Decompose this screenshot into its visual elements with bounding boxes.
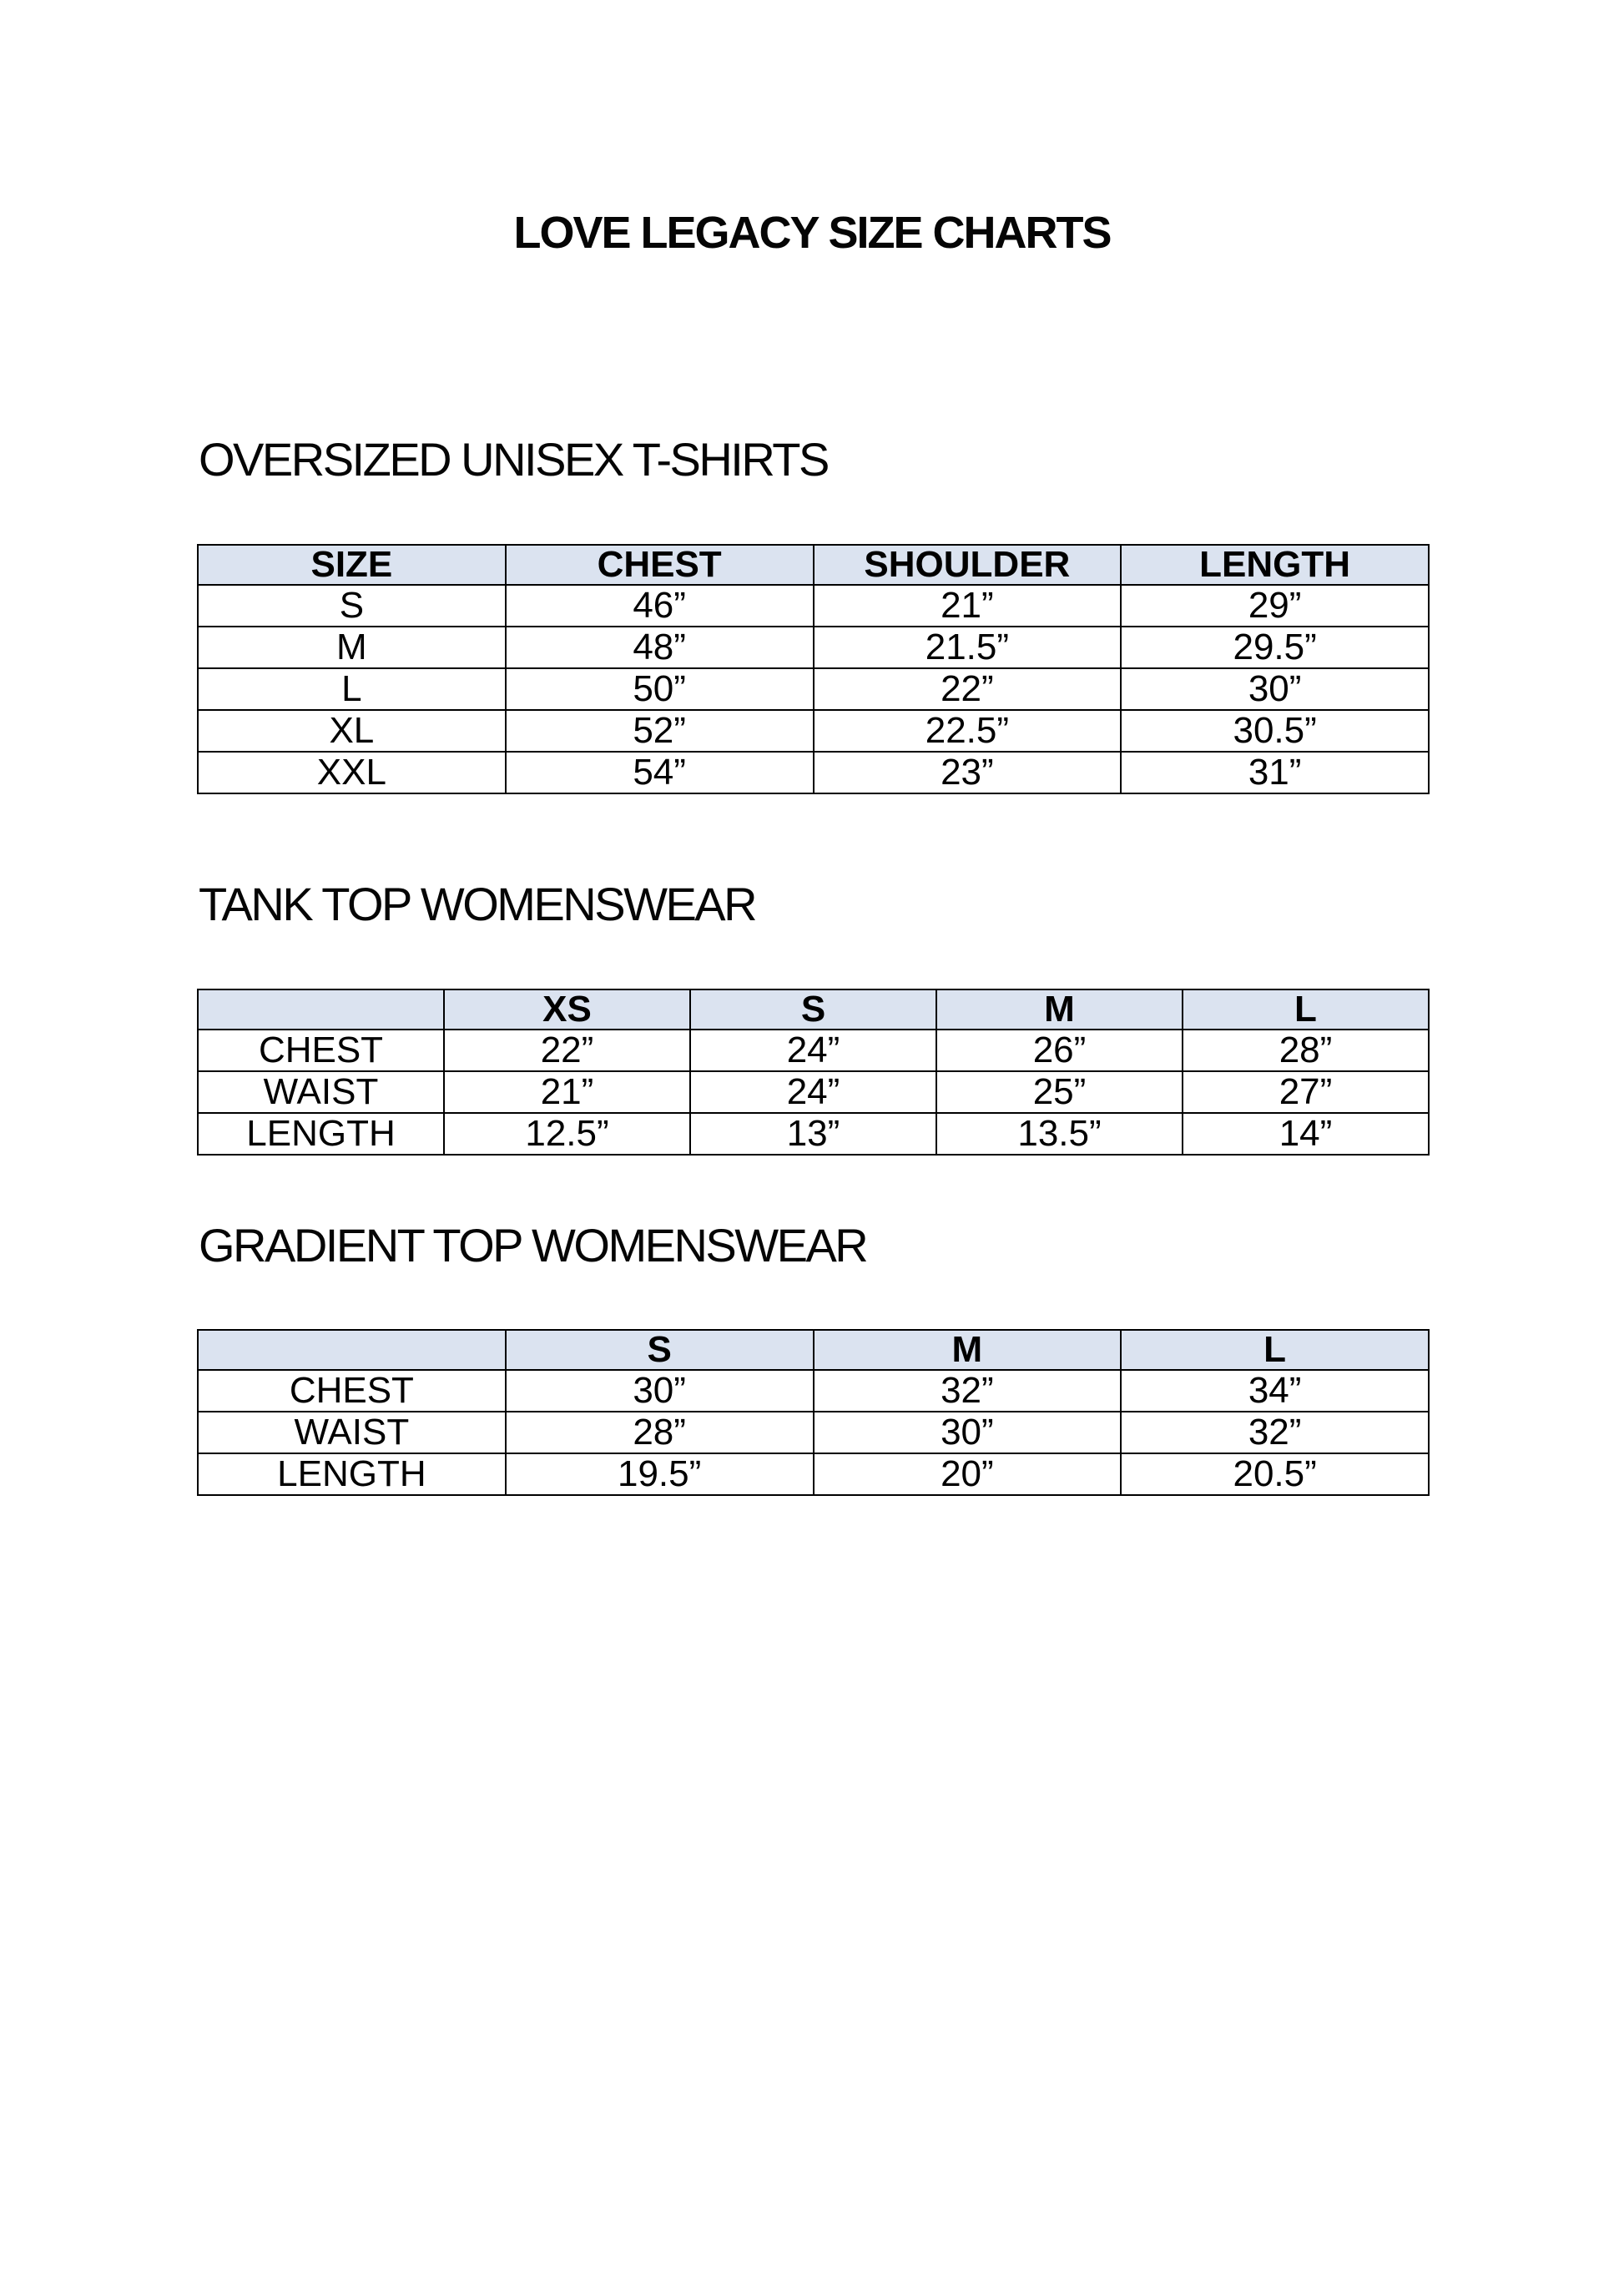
data-cell: 22” [444,1030,690,1071]
data-cell: 22” [814,668,1122,710]
section-heading: GRADIENT TOP WOMENSWEAR [199,1218,867,1271]
data-cell: 46” [506,585,814,627]
data-cell: 28” [506,1412,814,1453]
data-cell: 28” [1183,1030,1429,1071]
row-label-cell: CHEST [198,1370,506,1412]
data-cell: 52” [506,710,814,752]
data-cell: 32” [1121,1412,1429,1453]
row-label-cell: WAIST [198,1412,506,1453]
data-cell: 12.5” [444,1113,690,1155]
data-cell: 26” [936,1030,1183,1071]
data-cell: 34” [1121,1370,1429,1412]
row-label-cell: L [198,668,506,710]
data-cell: 24” [690,1071,936,1113]
table-row [198,1370,1429,1412]
data-cell: 29.5” [1121,627,1429,668]
table-row [198,627,1429,668]
data-cell: 30.5” [1121,710,1429,752]
section-tank-top-womenswear [0,874,1624,1156]
data-cell: 21.5” [814,627,1122,668]
table-row [198,1030,1429,1071]
data-cell: 24” [690,1030,936,1071]
header-cell-blank [198,989,444,1030]
size-chart-sections [0,430,1624,1496]
data-cell: 30” [506,1370,814,1412]
size-table-gradient-top-womenswear [197,1329,1430,1496]
row-label-cell: XXL [198,752,506,793]
header-cell-m: M [814,1330,1122,1370]
data-cell: 14” [1183,1113,1429,1155]
header-cell-chest: CHEST [506,545,814,585]
header-cell-m: M [936,989,1183,1030]
data-cell: 32” [814,1370,1122,1412]
data-cell: 25” [936,1071,1183,1113]
row-label-cell: LENGTH [198,1453,506,1495]
data-cell: 13.5” [936,1113,1183,1155]
table-header-row [198,989,1429,1030]
data-cell: 50” [506,668,814,710]
data-cell: 30” [814,1412,1122,1453]
row-label-cell: XL [198,710,506,752]
header-cell-l: L [1121,1330,1429,1370]
data-cell: 54” [506,752,814,793]
row-label-cell: M [198,627,506,668]
header-cell-s: S [506,1330,814,1370]
header-cell-xs: XS [444,989,690,1030]
data-cell: 13” [690,1113,936,1155]
section-oversized-unisex-t-shirts [0,430,1624,794]
table-row [198,710,1429,752]
row-label-cell: WAIST [198,1071,444,1113]
section-heading: OVERSIZED UNISEX T-SHIRTS [199,433,828,486]
header-cell-shoulder: SHOULDER [814,545,1122,585]
data-cell: 20.5” [1121,1453,1429,1495]
data-cell: 29” [1121,585,1429,627]
table-row [198,585,1429,627]
data-cell: 23” [814,752,1122,793]
size-table-oversized-unisex-t-shirts [197,544,1430,794]
header-cell-l: L [1183,989,1429,1030]
data-cell: 19.5” [506,1453,814,1495]
section-gradient-top-womenswear [0,1216,1624,1497]
header-cell-s: S [690,989,936,1030]
table-header-row [198,1330,1429,1370]
data-cell: 27” [1183,1071,1429,1113]
section-heading: TANK TOP WOMENSWEAR [199,877,756,930]
table-row [198,1412,1429,1453]
table-row [198,1113,1429,1155]
table-row [198,752,1429,793]
header-cell-length: LENGTH [1121,545,1429,585]
data-cell: 21” [444,1071,690,1113]
data-cell: 21” [814,585,1122,627]
size-table-tank-top-womenswear [197,989,1430,1156]
data-cell: 31” [1121,752,1429,793]
data-cell: 30” [1121,668,1429,710]
document-title: LOVE LEGACY SIZE CHARTS [513,208,1111,258]
data-cell: 20” [814,1453,1122,1495]
row-label-cell: CHEST [198,1030,444,1071]
table-row [198,1453,1429,1495]
row-label-cell: LENGTH [198,1113,444,1155]
table-row [198,668,1429,710]
header-cell-blank [198,1330,506,1370]
data-cell: 22.5” [814,710,1122,752]
header-cell-size: SIZE [198,545,506,585]
data-cell: 48” [506,627,814,668]
table-row [198,1071,1429,1113]
table-header-row [198,545,1429,585]
row-label-cell: S [198,585,506,627]
